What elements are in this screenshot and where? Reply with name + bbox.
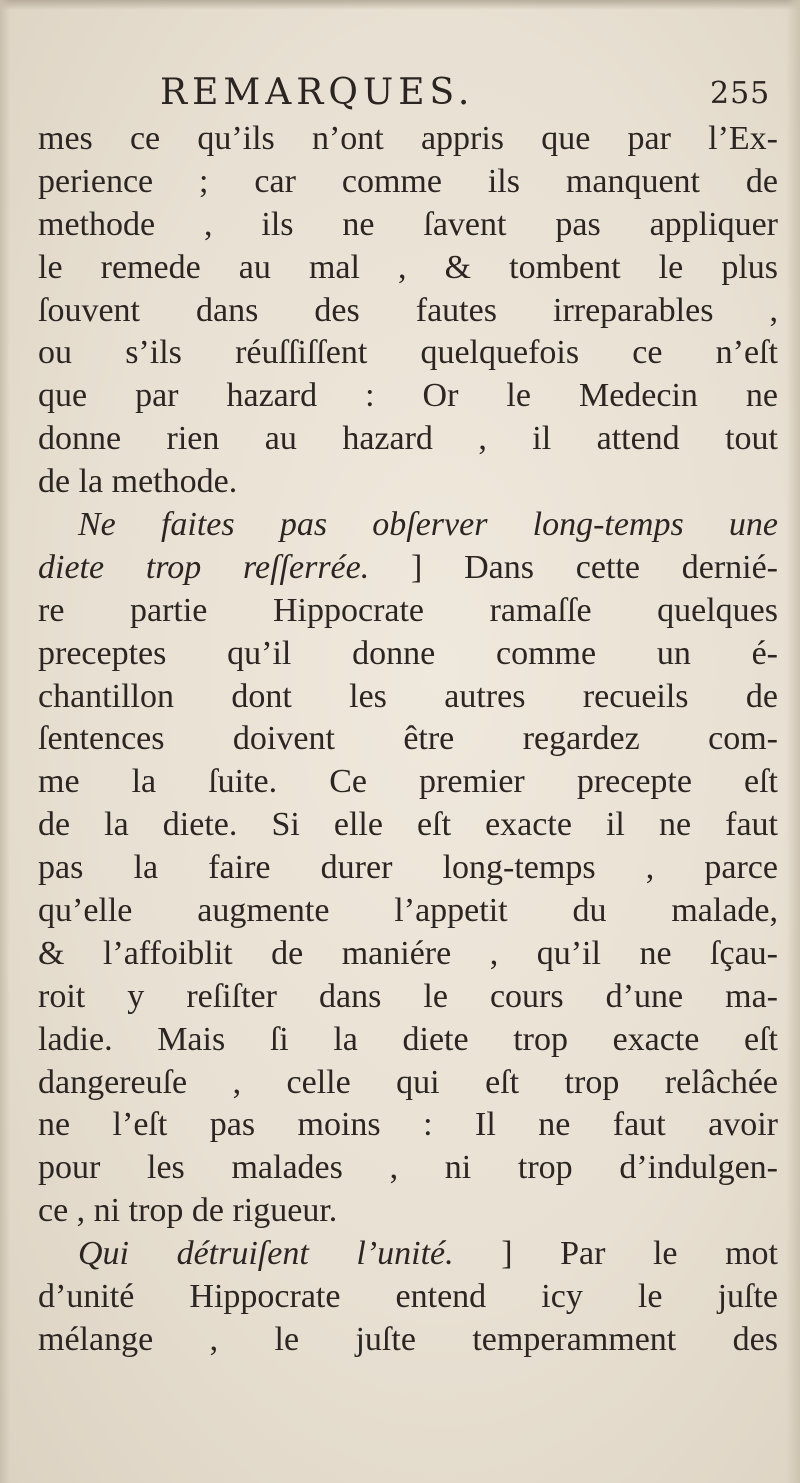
lemma-italic: Ne faites pas obſerver long-temps une [78, 506, 778, 544]
text-line: ou s’ils réuſſiſſent quelquefois ce n’eſt [38, 334, 778, 372]
text-line: que par hazard : Or le Medecin ne [38, 377, 778, 415]
text-line: mélange , le juſte temperamment des [38, 1320, 778, 1358]
text-line: de la diete. Si elle eſt exacte il ne faut [38, 806, 778, 844]
text-line: methode , ils ne ſavent pas appliquer [38, 205, 778, 243]
lemma-text: ] Par le mot [501, 1235, 778, 1273]
text-line: ce , ni trop de rigueur. [38, 1192, 338, 1230]
text-line: de la methode. [38, 463, 238, 501]
text-line: & l’affoiblit de maniére , qu’il ne ſçau- [38, 934, 778, 972]
text-line: preceptes qu’il donne comme un é- [38, 634, 778, 672]
text-line: ladie. Mais ſi la diete trop exacte eſt [38, 1020, 778, 1058]
body-text [38, 118, 778, 1362]
text-line: d’unité Hippocrate entend icy le juſte [38, 1278, 778, 1316]
text-line: pas la faire durer long-temps , parce [38, 849, 778, 887]
page-number: 255 [710, 76, 771, 111]
lemma-text: ] Dans cette dernié- [411, 548, 778, 586]
text-line: ſentences doivent être regardez com- [38, 720, 778, 758]
text-line: perience ; car comme ils manquent de [38, 162, 778, 200]
text-line: pour les malades , ni trop d’indulgen- [38, 1149, 778, 1187]
text-line: le remede au mal , & tombent le plus [38, 248, 778, 286]
lemma-line [38, 1233, 778, 1276]
text-line: chantillon dont les autres recueils de [38, 677, 778, 715]
running-title: REMARQUES. [160, 72, 475, 113]
text-line: roit y reſiſter dans le cours d’une ma- [38, 977, 778, 1015]
page-left-edge [0, 0, 10, 1483]
lemma-italic: diete trop reſſerrée. [38, 548, 370, 586]
text-line: donne rien au hazard , il attend tout [38, 420, 778, 458]
text-line: qu’elle augmente l’appetit du malade, [38, 892, 778, 930]
lemma-line [38, 504, 778, 547]
page-header [0, 70, 800, 118]
page-right-edge [786, 0, 800, 1483]
text-line: me la ſuite. Ce premier precepte eſt [38, 763, 778, 801]
text-line: re partie Hippocrate ramaſſe quelques [38, 591, 778, 629]
text-line: mes ce qu’ils n’ont appris que par l’Ex- [38, 120, 778, 157]
text-line: ſouvent dans des fautes irreparables , [38, 291, 778, 329]
lemma-italic: Qui détruiſent l’unité. [78, 1235, 454, 1273]
lemma-line [38, 547, 778, 590]
text-line: ne l’eſt pas moins : Il ne faut avoir [38, 1106, 778, 1144]
page-top-shadow [0, 0, 800, 10]
text-line: dangereuſe , celle qui eſt trop relâchée [38, 1063, 778, 1101]
